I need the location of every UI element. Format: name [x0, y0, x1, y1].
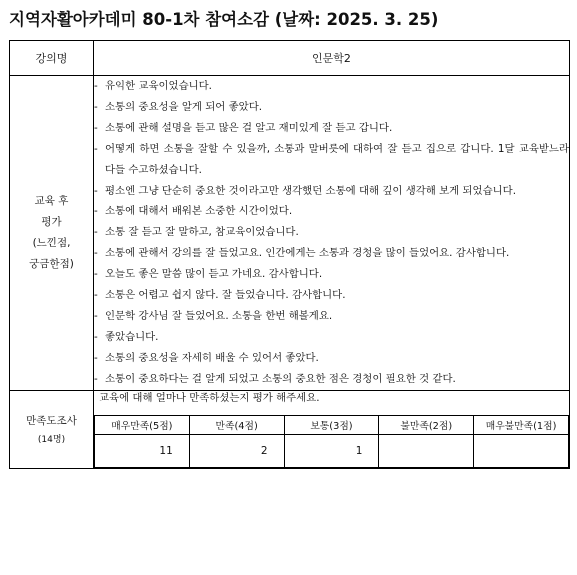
feedback-item: - 소통은 어렵고 쉽지 않다. 잘 들었습니다. 감사합니다. [94, 285, 569, 306]
feedback-label-line: 평가 [41, 215, 62, 228]
feedback-item: - 소통에 관해 설명을 듣고 많은 걸 알고 재미있게 잘 듣고 갑니다. [94, 118, 569, 139]
score-column-header: 불만족(2점) [379, 415, 474, 434]
survey-cell [94, 390, 570, 468]
feedback-item: - 인문학 강사님 잘 들었어요. 소통을 한번 해볼게요. [94, 306, 569, 327]
feedback-item: - 어떻게 하면 소통을 잘할 수 있을까, 소통과 말버릇에 대하여 잘 듣고 집으로 갑니다. 1달 교육받느라 다들 수고하셨습니다. [94, 139, 569, 181]
score-header-row [95, 415, 569, 434]
feedback-item: - 소통이 중요하다는 걸 알게 되었고 소통의 중요한 점은 경청이 필요한 것 같다. [94, 369, 569, 390]
survey-question: 교육에 대해 얼마나 만족하셨는지 평가 해주세요. [99, 391, 320, 404]
score-column-header: 매우불만족(1점) [474, 415, 569, 434]
score-value: 2 [189, 434, 284, 467]
score-column-header: 매우만족(5점) [95, 415, 190, 434]
course-row [10, 41, 570, 76]
feedback-label-line: 교육 후 [34, 194, 69, 207]
satisfaction-row [10, 390, 570, 468]
score-value-row [95, 434, 569, 467]
feedback-row [10, 76, 570, 391]
score-value: 1 [284, 434, 379, 467]
feedback-cell [94, 76, 570, 391]
feedback-label-line: 궁금한점) [29, 257, 74, 270]
satisfaction-title: 만족도조사 [26, 415, 77, 428]
feedback-list [94, 76, 569, 390]
feedback-item: - 소통의 중요성을 알게 되어 좋았다. [94, 97, 569, 118]
score-value [474, 434, 569, 467]
evaluation-table [9, 40, 570, 469]
feedback-item: - 좋았습니다. [94, 327, 569, 348]
score-column-header: 만족(4점) [189, 415, 284, 434]
course-label: 강의명 [10, 41, 94, 76]
score-table [94, 415, 569, 468]
course-name: 인문학2 [94, 41, 570, 76]
feedback-item: - 오늘도 좋은 말씀 많이 듣고 가네요. 감사합니다. [94, 264, 569, 285]
feedback-label [10, 76, 94, 391]
feedback-label-line: (느낀점, [32, 236, 71, 249]
feedback-item: - 유익한 교육이었습니다. [94, 76, 569, 97]
score-column-header: 보통(3점) [284, 415, 379, 434]
feedback-item: - 소통에 대해서 배워본 소중한 시간이었다. [94, 201, 569, 222]
score-value [379, 434, 474, 467]
satisfaction-label [10, 390, 94, 468]
feedback-item: - 평소엔 그냥 단순히 중요한 것이라고만 생각했던 소통에 대해 깊이 생각해 보게 되었습니다. [94, 181, 569, 202]
score-value: 11 [95, 434, 190, 467]
document-title: 지역자활아카데미 80-1차 참여소감 (날짜: 2025. 3. 25) [9, 10, 439, 29]
respondent-count: (14명) [37, 435, 66, 446]
feedback-item: - 소통 잘 듣고 잘 말하고, 참교육이었습니다. [94, 222, 569, 243]
feedback-item: - 소통에 관해서 강의를 잘 들었고요. 인간에게는 소통과 경청을 많이 들었어요. 감사합니다. [94, 243, 569, 264]
feedback-item: - 소통의 중요성을 자세히 배울 수 있어서 좋았다. [94, 348, 569, 369]
